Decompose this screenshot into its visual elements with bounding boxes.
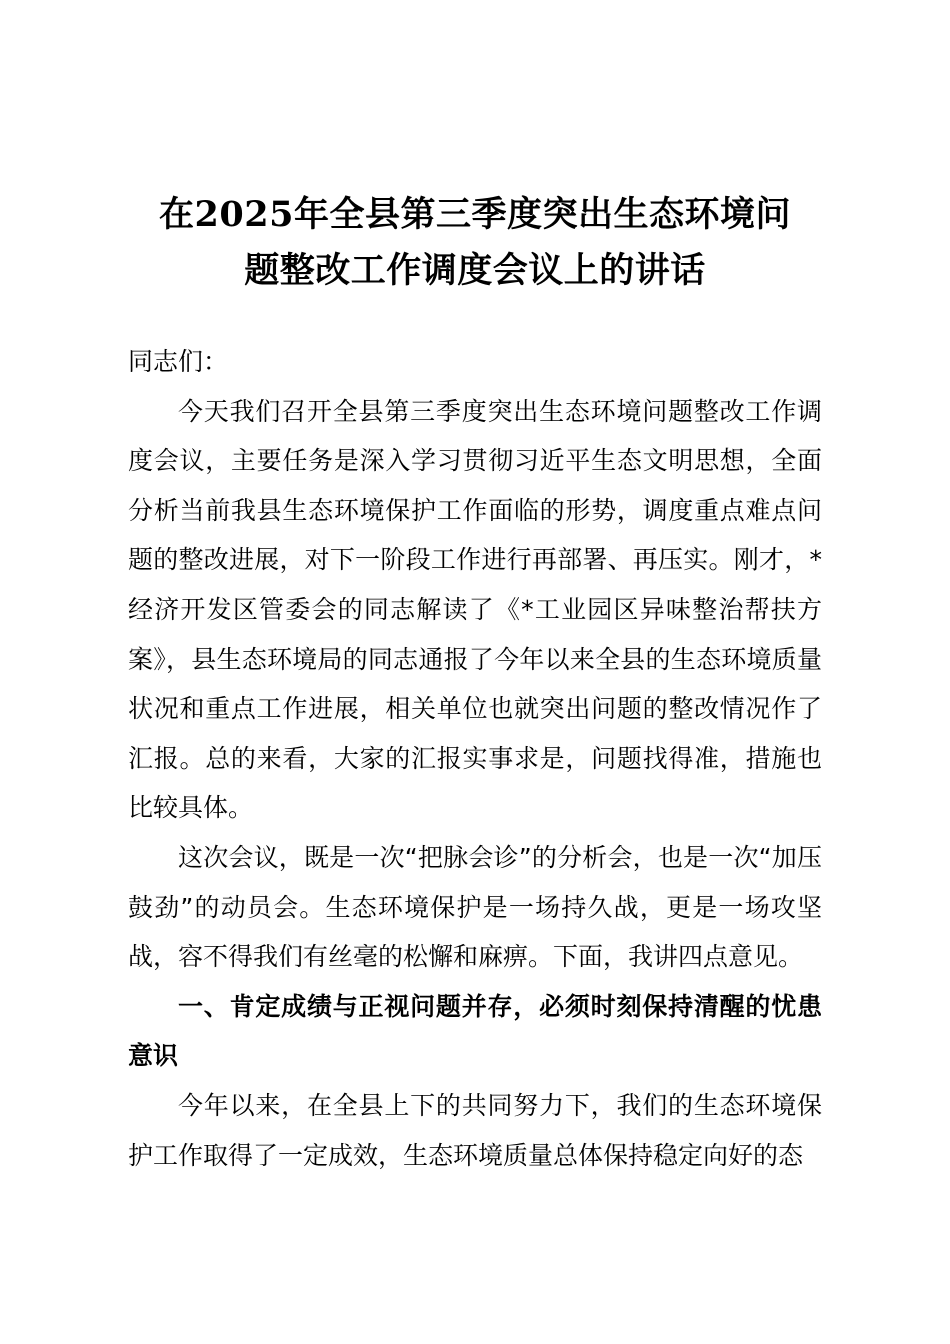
title-line-1: 在2025年全县第三季度突出生态环境问: [159, 194, 791, 235]
paragraph-opening: 今天我们召开全县第三季度突出生态环境问题整改工作调度会议，主要任务是深入学习贯彻习近平生态文明思想，全面分析当前我县生态环境保护工作面临的形势，调度重点难点问题的整改进展，对下一阶段工作进行再部署、再压实。刚才，*经济开发区管委会的同志解读了《*工业园区异味整治帮扶方案》，县生态环境局的同志通报了今年以来全县的生态环境质量状况和重点工作进展，相关单位也就突出问题的整改情况作了汇报。总的来看，大家的汇报实事求是，问题找得准，措施也比较具体。: [128, 396, 822, 823]
section-heading-1: 一、肯定成绩与正视问题并存，必须时刻保持清醒的忧患意识: [128, 991, 822, 1071]
paragraph-section-1: 今年以来，在全县上下的共同努力下，我们的生态环境保护工作取得了一定成效，生态环境质量总体保持稳定向好的态: [128, 1090, 822, 1170]
paragraph-meeting-purpose: 这次会议，既是一次“把脉会诊”的分析会，也是一次“加压鼓劲”的动员会。生态环境保护是一场持久战，更是一场攻坚战，容不得我们有丝毫的松懈和麻痹。下面，我讲四点意见。: [128, 842, 822, 972]
document-title: [128, 187, 822, 299]
document-body: [128, 337, 822, 1180]
title-line-2: 题整改工作调度会议上的讲话: [244, 250, 706, 291]
salutation: 同志们：: [128, 347, 229, 376]
